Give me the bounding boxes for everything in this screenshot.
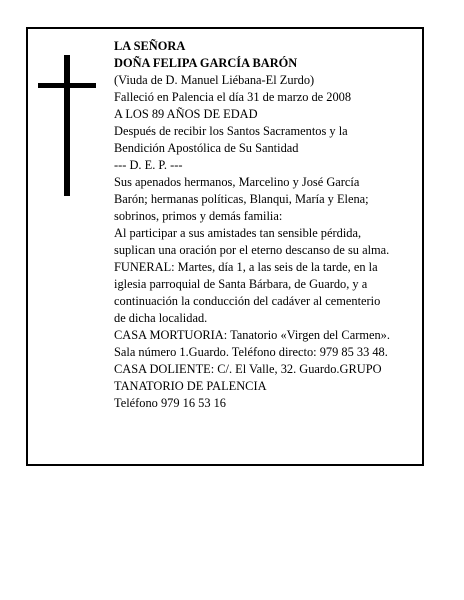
notice-heading-title: LA SEÑORA (114, 39, 186, 53)
notice-line: sobrinos, primos y demás familia: (114, 209, 283, 223)
cross-icon-bar (38, 83, 96, 88)
notice-line: Barón; hermanas políticas, Blanqui, María y Elena; (114, 192, 369, 206)
notice-line: Al participar a sus amistades tan sensible pérdida, (114, 226, 362, 240)
notice-line: A LOS 89 AÑOS DE EDAD (114, 107, 258, 121)
notice-line: Después de recibir los Santos Sacramentos y la (114, 124, 348, 138)
notice-line: continuación la conducción del cadáver al cementerio (114, 294, 381, 308)
notice-line: suplican una oración por el eterno descanso de su alma. (114, 243, 390, 257)
notice-line: --- D. E. P. --- (114, 158, 183, 172)
obituary-text (114, 38, 424, 412)
notice-line: Teléfono 979 16 53 16 (114, 396, 227, 410)
notice-line: CASA DOLIENTE: C/. El Valle, 32. Guardo.GRUPO (114, 362, 382, 376)
notice-line: Sala número 1.Guardo. Teléfono directo: 979 85 33 48. (114, 345, 388, 359)
notice-deceased-name: DOÑA FELIPA GARCÍA BARÓN (114, 56, 298, 70)
notice-line: Bendición Apostólica de Su Santidad (114, 141, 299, 155)
notice-line: CASA MORTUORIA: Tanatorio «Virgen del Carmen». (114, 328, 390, 342)
notice-line: FUNERAL: Martes, día 1, a las seis de la tarde, en la (114, 260, 378, 274)
notice-line: TANATORIO DE PALENCIA (114, 379, 267, 393)
notice-line: Falleció en Palencia el día 31 de marzo de 2008 (114, 90, 352, 104)
notice-line: Sus apenados hermanos, Marcelino y José García (114, 175, 360, 189)
notice-line: (Viuda de D. Manuel Liébana-El Zurdo) (114, 73, 315, 87)
cross-icon (64, 55, 70, 196)
notice-line: iglesia parroquial de Santa Bárbara, de Guardo, y a (114, 277, 368, 291)
notice-line: de dicha localidad. (114, 311, 208, 325)
